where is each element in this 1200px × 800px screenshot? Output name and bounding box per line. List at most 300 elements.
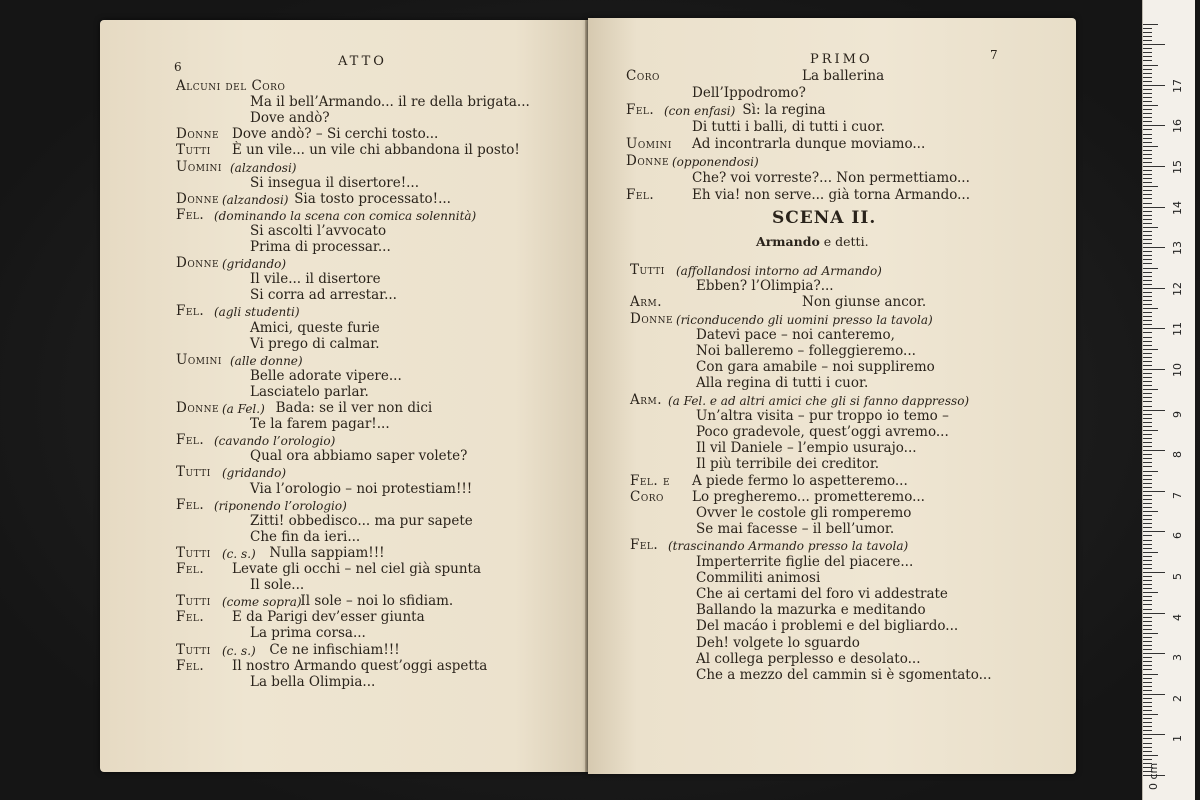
ruler-tick	[1143, 625, 1152, 626]
ruler-tick	[1143, 97, 1152, 98]
verse-text: Al collega perplesso e desolato...	[696, 650, 921, 667]
page-number: 7	[990, 48, 998, 62]
ruler-tick	[1143, 316, 1152, 317]
ruler-tick	[1143, 442, 1152, 443]
verse-text: Datevi pace – noi canteremo,	[696, 326, 895, 343]
ruler-tick	[1143, 600, 1152, 601]
ruler-tick	[1143, 617, 1152, 618]
ruler-tick	[1143, 93, 1152, 94]
verse-text: Il vil Daniele – l’empio usurajo...	[696, 440, 917, 457]
ruler-tick	[1143, 629, 1152, 630]
ruler-number: 7	[1171, 491, 1184, 499]
stage-direction: (cavando l’orologio)	[214, 434, 336, 449]
verse-text: Imperterrite figlie del piacere...	[696, 553, 914, 570]
ruler-tick	[1143, 190, 1152, 191]
stage-direction: (riconducendo gli uomini presso la tavola)	[676, 312, 933, 327]
ruler-tick	[1143, 243, 1152, 244]
ruler-tick	[1143, 349, 1158, 350]
ruler-number: 12	[1171, 281, 1184, 296]
scene-subtitle-name: Armando	[756, 234, 820, 249]
stage-direction: (trascinando Armando presso la tavola)	[668, 539, 909, 554]
ruler-number: 3	[1171, 654, 1184, 662]
ruler-tick	[1143, 77, 1152, 78]
verse-text: Commiliti animosi	[696, 569, 821, 586]
ruler-tick	[1143, 186, 1158, 187]
ruler-tick	[1143, 755, 1158, 756]
ruler-tick	[1143, 548, 1152, 549]
ruler-tick	[1143, 406, 1152, 407]
ruler-tick	[1143, 527, 1152, 528]
verse-text: Levate gli occhi – nel ciel già spunta	[232, 561, 481, 577]
ruler-number: 14	[1171, 200, 1184, 215]
verse-text: Qual ora abbiamo saper volete?	[250, 448, 468, 465]
ruler-tick	[1143, 678, 1152, 679]
ruler-tick	[1143, 414, 1152, 415]
ruler-tick	[1143, 422, 1152, 423]
verse-text: Lasciatelo parlar.	[250, 383, 369, 400]
speaker-name: Fel.	[176, 561, 205, 577]
ruler-tick	[1143, 296, 1152, 297]
ruler-tick	[1143, 519, 1152, 520]
ruler-tick	[1143, 515, 1152, 516]
ruler-tick	[1143, 686, 1152, 687]
verse-text: Il nostro Armando quest’oggi aspetta	[232, 657, 488, 674]
verse-text: Il più terribile dei creditor.	[696, 456, 880, 473]
verse-text: Che ai certami del foro vi addestrate	[696, 586, 948, 602]
ruler-tick	[1143, 385, 1152, 386]
ruler-tick	[1143, 219, 1152, 220]
ruler-tick	[1143, 251, 1152, 252]
ruler-tick	[1143, 138, 1152, 139]
ruler-tick	[1143, 458, 1152, 459]
ruler-tick	[1143, 300, 1152, 301]
ruler-tick	[1143, 166, 1165, 167]
ruler-tick	[1143, 162, 1152, 163]
ruler-tick	[1143, 52, 1152, 53]
ruler-tick	[1143, 475, 1152, 476]
speaker-name: Fel.	[630, 537, 659, 554]
verse-text: Il sole...	[250, 577, 305, 594]
ruler-tick	[1143, 304, 1152, 305]
ruler-tick	[1143, 730, 1152, 731]
stage-direction: (gridando)	[222, 466, 287, 481]
verse-text: Ovver le costole gli romperemo	[696, 505, 912, 521]
ruler-tick	[1143, 211, 1152, 212]
verse-text: Via l’orologio – noi protestiam!!!	[250, 480, 473, 497]
ruler-tick	[1143, 73, 1152, 74]
verse-text: E da Parigi dev’esser giunta	[232, 609, 425, 626]
ruler-tick	[1143, 592, 1158, 593]
ruler-tick	[1143, 466, 1152, 467]
stage-direction: (come sopra)	[222, 595, 302, 610]
stage-direction: (a Fel.)	[222, 402, 265, 416]
ruler-tick	[1143, 280, 1152, 281]
ruler-tick	[1143, 714, 1158, 715]
speaker-name: Fel.	[176, 609, 205, 626]
ruler-tick	[1143, 312, 1152, 313]
ruler-tick	[1143, 150, 1152, 151]
ruler-tick	[1143, 134, 1152, 135]
verse-text: Belle adorate vipere...	[250, 367, 402, 384]
speaker-name: Fel.	[626, 187, 655, 203]
ruler-tick	[1143, 223, 1152, 224]
ruler-tick	[1143, 276, 1152, 277]
ruler-tick	[1143, 487, 1152, 488]
scene-subtitle-rest: e detti.	[823, 234, 869, 249]
ruler-tick	[1143, 328, 1165, 329]
speaker-name: Coro	[630, 488, 664, 505]
ruler-tick	[1143, 759, 1152, 760]
verse-text: Il sole – noi lo sfidiam.	[300, 593, 454, 610]
ruler-tick	[1143, 40, 1152, 41]
ruler-tick	[1143, 85, 1165, 86]
ruler-number: 2	[1171, 694, 1184, 702]
speaker-name: Fel.	[176, 657, 205, 674]
ruler-tick	[1143, 44, 1165, 45]
speaker-name: Uomini	[626, 136, 672, 152]
stage-direction: (opponendosi)	[672, 155, 759, 169]
verse-text: Che a mezzo del cammin si è sgomentato...	[696, 667, 992, 683]
verse-text: La bella Olimpia...	[250, 673, 376, 690]
speaker-name: Uomini	[176, 351, 222, 368]
speaker-name: Fel.	[176, 496, 205, 513]
ruler-tick	[1143, 393, 1152, 394]
ruler-tick	[1143, 65, 1158, 66]
ruler-tick	[1143, 718, 1152, 719]
stage-direction: (gridando)	[222, 257, 287, 272]
ruler-tick	[1143, 669, 1152, 670]
speaker-name: Arm.	[630, 391, 663, 408]
ruler-tick	[1143, 665, 1152, 666]
verse-text: Sì: la regina	[742, 102, 826, 118]
speaker-name: Fel.	[176, 432, 205, 449]
verse-text: Bada: se il ver non dici	[275, 400, 433, 416]
verse-text: Dove andò? – Si cerchi tosto...	[232, 126, 439, 143]
ruler-tick	[1143, 531, 1165, 532]
ruler-tick	[1143, 596, 1152, 597]
running-head: PRIMO	[810, 52, 873, 67]
ruler-tick	[1143, 353, 1152, 354]
ruler-tick	[1143, 292, 1152, 293]
ruler-tick	[1143, 552, 1158, 553]
ruler-tick	[1143, 194, 1152, 195]
ruler-tick	[1143, 438, 1152, 439]
ruler-tick	[1143, 511, 1158, 512]
ruler-tick	[1143, 198, 1152, 199]
ruler-tick	[1143, 491, 1165, 492]
ruler-tick	[1143, 28, 1152, 29]
ruler-tick	[1143, 556, 1152, 557]
stage-direction: (c. s.)	[222, 546, 256, 561]
ruler-tick	[1143, 203, 1152, 204]
ruler-tick	[1143, 247, 1165, 248]
ruler-tick	[1143, 751, 1152, 752]
ruler-tick	[1143, 341, 1152, 342]
ruler-number: 13	[1171, 241, 1184, 256]
ruler-tick	[1143, 345, 1152, 346]
stage-direction: (con enfasi)	[664, 104, 736, 118]
ruler-tick	[1143, 471, 1158, 472]
ruler-tick	[1143, 357, 1152, 358]
ruler-tick	[1143, 231, 1152, 232]
stage-direction: (agli studenti)	[214, 305, 300, 320]
ruler-tick	[1143, 158, 1152, 159]
ruler-tick	[1143, 60, 1152, 61]
ruler-tick	[1143, 637, 1152, 638]
ruler-tick	[1143, 255, 1152, 256]
ruler-tick	[1143, 239, 1152, 240]
ruler-tick	[1143, 576, 1152, 577]
verse-text: Sia tosto processato!...	[294, 190, 451, 207]
speaker-name: Fel.	[176, 206, 205, 223]
ruler-tick	[1143, 430, 1158, 431]
speaker-name: Tutti	[176, 464, 211, 481]
ruler-number: 11	[1171, 322, 1184, 337]
ruler-tick	[1143, 89, 1152, 90]
ruler-tick	[1143, 535, 1152, 536]
speaker-name: Fel. e	[630, 472, 671, 489]
speaker-name: Tutti	[176, 544, 211, 561]
ruler-tick	[1143, 48, 1152, 49]
ruler-tick	[1143, 604, 1152, 605]
ruler-tick	[1143, 726, 1152, 727]
ruler-tick	[1143, 320, 1152, 321]
stage-direction: (alzandosi)	[222, 192, 289, 207]
speaker-name: Donne	[176, 255, 220, 272]
ruler-tick	[1143, 170, 1152, 171]
ruler-tick	[1143, 722, 1152, 723]
ruler-tick	[1143, 81, 1152, 82]
speaker-name: Coro	[626, 68, 660, 84]
stage-direction: (affollandosi intorno ad Armando)	[676, 264, 882, 278]
ruler-tick	[1143, 540, 1152, 541]
ruler-tick	[1143, 479, 1152, 480]
ruler-tick	[1143, 572, 1165, 573]
ruler-tick	[1143, 674, 1158, 675]
ruler-tick	[1143, 450, 1165, 451]
verse-text: Zitti! obbedisco... ma pur sapete	[250, 512, 473, 529]
verse-text: Si insegua il disertore!...	[250, 174, 420, 191]
ruler-tick	[1143, 324, 1152, 325]
ruler-tick	[1143, 272, 1152, 273]
ruler-tick	[1143, 694, 1165, 695]
verse-text: Ad incontrarla dunque moviamo...	[692, 136, 926, 152]
ruler-tick	[1143, 454, 1152, 455]
speaker-name: Donne	[176, 190, 220, 207]
verse-text: Dell’Ippodromo?	[692, 85, 806, 101]
ruler-tick	[1143, 483, 1152, 484]
ruler-tick	[1143, 434, 1152, 435]
ruler-tick	[1143, 690, 1152, 691]
speaker-name: Tutti	[630, 262, 665, 278]
ruler-unit-label: 0 cm	[1147, 762, 1160, 790]
ruler-tick	[1143, 560, 1152, 561]
ruler-tick	[1143, 418, 1152, 419]
verse-text: Alla regina di tutti i cuor.	[696, 375, 869, 392]
ruler-tick	[1143, 389, 1158, 390]
ruler-tick	[1143, 588, 1152, 589]
scene-subtitle	[756, 234, 869, 250]
ruler-tick	[1143, 507, 1152, 508]
stage-direction: (a Fel. e ad altri amici che gli si fanno dappresso)	[668, 393, 970, 408]
verse-text: Il vile... il disertore	[250, 271, 381, 288]
verse-text: Ballando la mazurka e meditando	[696, 602, 926, 619]
ruler-tick	[1143, 377, 1152, 378]
running-head: ATTO	[338, 54, 387, 69]
verse-text: Con gara amabile – noi suppliremo	[696, 359, 935, 376]
ruler-tick	[1143, 117, 1152, 118]
ruler-tick	[1143, 207, 1165, 208]
right-page	[588, 18, 1076, 774]
ruler-tick	[1143, 227, 1158, 228]
verse-text: Ebben? l’Olimpia?...	[696, 278, 834, 295]
ruler-tick	[1143, 641, 1152, 642]
ruler-tick	[1143, 653, 1165, 654]
ruler-tick	[1143, 215, 1152, 216]
verse-text: Si ascolti l’avvocato	[250, 222, 387, 239]
stage-direction: (alle donne)	[230, 353, 303, 368]
verse-text: Vi prego di calmar.	[250, 335, 380, 352]
ruler-tick	[1143, 361, 1152, 362]
ruler-tick	[1143, 125, 1165, 126]
scene-title: SCENA II.	[772, 208, 877, 228]
ruler-number: 4	[1171, 613, 1184, 621]
verse-text: Ma il bell’Armando... il re della brigata...	[250, 94, 530, 111]
ruler-tick	[1143, 503, 1152, 504]
left-page	[100, 20, 588, 772]
ruler-tick	[1143, 235, 1152, 236]
stage-direction: (riponendo l’orologio)	[214, 498, 347, 513]
ruler-tick	[1143, 609, 1152, 610]
ruler-tick	[1143, 743, 1152, 744]
ruler-tick	[1143, 182, 1152, 183]
ruler-tick	[1143, 101, 1152, 102]
ruler-tick	[1143, 288, 1165, 289]
ruler-tick	[1143, 613, 1165, 614]
ruler-tick	[1143, 178, 1152, 179]
speaker-name: Uomini	[176, 158, 222, 175]
ruler-tick	[1143, 332, 1152, 333]
verse-text: Amici, queste furie	[250, 319, 380, 336]
ruler-tick	[1143, 633, 1158, 634]
verse-text: Eh via! non serve... già torna Armando...	[692, 187, 971, 203]
verse-text: Te la farem pagar!...	[250, 416, 390, 433]
verse-text: Di tutti i balli, di tutti i cuor.	[692, 119, 885, 135]
verse-text: Che? voi vorreste?... Non permettiamo...	[692, 170, 970, 186]
ruler-tick	[1143, 397, 1152, 398]
ruler-tick	[1143, 56, 1152, 57]
ruler-tick	[1143, 109, 1152, 110]
verse-text: Dove andò?	[250, 110, 330, 127]
ruler-tick	[1143, 154, 1152, 155]
ruler-tick	[1143, 523, 1152, 524]
speaker-name: Alcuni del Coro	[176, 78, 286, 94]
verse-text: Prima di processar...	[250, 239, 391, 255]
ruler-tick	[1143, 564, 1152, 565]
speaker-name: Donne	[176, 126, 220, 143]
verse-text: Deh! volgete lo sguardo	[696, 634, 860, 651]
ruler-tick	[1143, 373, 1152, 374]
ruler-tick	[1143, 142, 1152, 143]
ruler-tick	[1143, 544, 1152, 545]
ruler-tick	[1143, 337, 1152, 338]
verse-text: È un vile... un vile chi abbandona il posto!	[232, 142, 520, 159]
ruler-tick	[1143, 495, 1152, 496]
ruler-tick	[1143, 580, 1152, 581]
ruler-tick	[1143, 499, 1152, 500]
stage-direction: (alzandosi)	[230, 160, 297, 175]
ruler-tick	[1143, 710, 1152, 711]
ruler-number: 1	[1171, 735, 1184, 743]
ruler-tick	[1143, 621, 1152, 622]
ruler-number: 17	[1171, 78, 1184, 93]
speaker-name: Tutti	[176, 593, 211, 610]
verse-text: Se mai facesse – il bell’umor.	[696, 521, 895, 538]
verse-text: Lo pregheremo... prometteremo...	[692, 488, 925, 505]
ruler-tick	[1143, 369, 1165, 370]
ruler-tick	[1143, 698, 1152, 699]
ruler-tick	[1143, 446, 1152, 447]
ruler-tick	[1143, 381, 1152, 382]
stage-direction: (dominando la scena con comica solennità)	[214, 208, 477, 223]
ruler-tick	[1143, 645, 1152, 646]
ruler-tick	[1143, 174, 1152, 175]
ruler-tick	[1143, 747, 1152, 748]
verse-text: La prima corsa...	[250, 625, 366, 642]
ruler-tick	[1143, 584, 1152, 585]
ruler-tick	[1143, 738, 1152, 739]
ruler-tick	[1143, 146, 1158, 147]
verse-text: Poco gradevole, quest’oggi avremo...	[696, 424, 949, 440]
ruler-tick	[1143, 682, 1152, 683]
ruler-number: 6	[1171, 532, 1184, 540]
ruler-number: 5	[1171, 573, 1184, 580]
verse-text: Si corra ad arrestar...	[250, 287, 397, 304]
ruler-tick	[1143, 129, 1152, 130]
speaker-name: Arm.	[630, 294, 663, 311]
ruler-tick	[1143, 661, 1152, 662]
ruler-tick	[1143, 462, 1152, 463]
ruler-tick	[1143, 657, 1152, 658]
ruler-tick	[1143, 649, 1152, 650]
ruler-number: 15	[1171, 160, 1184, 174]
ruler-tick	[1143, 32, 1152, 33]
speaker-name: Tutti	[176, 641, 211, 658]
speaker-name: Donne	[176, 400, 220, 416]
verse-text: Non giunse ancor.	[802, 294, 927, 311]
verse-text: La ballerina	[802, 68, 885, 84]
speaker-name: Fel.	[176, 303, 205, 320]
stage-direction: (c. s.)	[222, 643, 256, 658]
ruler-tick	[1143, 568, 1152, 569]
ruler-tick	[1143, 702, 1152, 703]
ruler-tick	[1143, 263, 1152, 264]
ruler-tick	[1143, 121, 1152, 122]
page-number: 6	[174, 60, 182, 74]
verse-text: Nulla sappiam!!!	[269, 544, 385, 561]
ruler-tick	[1143, 706, 1152, 707]
ruler-tick	[1143, 105, 1158, 106]
verse-text: Un’altra visita – pur troppo io temo –	[696, 407, 949, 424]
verse-text: Che fin da ieri...	[250, 528, 361, 545]
ruler-tick	[1143, 268, 1158, 269]
verse-text: Del macáo i problemi e del bigliardo...	[696, 618, 959, 635]
speaker-name: Donne	[630, 310, 674, 327]
verse-text: Noi balleremo – folleggieremo...	[696, 343, 916, 359]
ruler-tick	[1143, 426, 1152, 427]
ruler-tick	[1143, 284, 1152, 285]
ruler-number: 16	[1171, 119, 1184, 134]
